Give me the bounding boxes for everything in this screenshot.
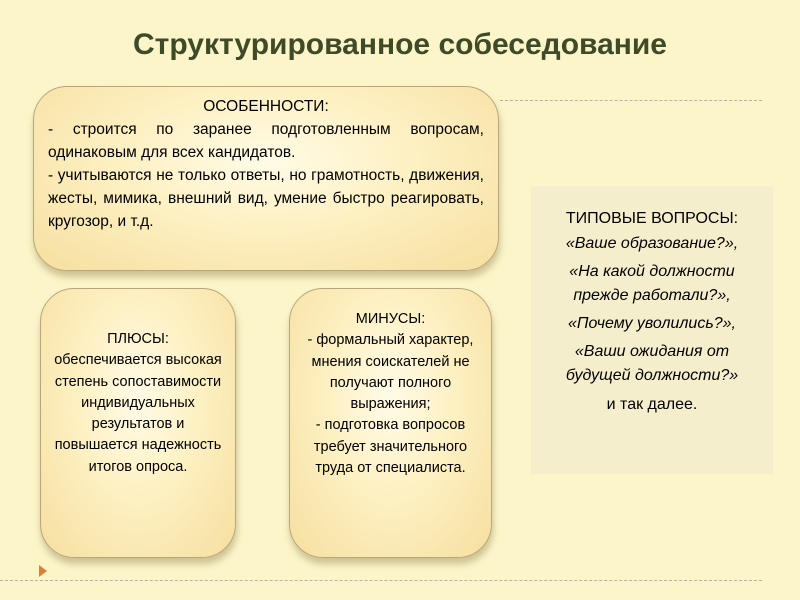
question-item: «Ваше образование?», — [565, 235, 739, 252]
cons-item-2: - подготовка вопросов требует значительного труда от специалиста. — [313, 417, 468, 477]
pros-heading: ПЛЮСЫ: — [107, 331, 169, 347]
question-text-2: На какой должности прежде работали? — [573, 263, 735, 304]
question-text-4: Ваши ожидания от будущей должности? — [565, 343, 730, 384]
typical-questions-panel — [531, 186, 773, 474]
cons-heading: МИНУСЫ: — [355, 311, 426, 327]
pros-box — [40, 288, 236, 558]
divider-bottom — [0, 580, 762, 581]
bullet-arrow-icon — [39, 565, 47, 577]
features-point-1: - строится по заранее подготовленным вопросам, одинаковым для всех кандидатов. — [48, 121, 484, 161]
question-text-3: Почему уволились? — [576, 315, 723, 332]
divider-top — [500, 100, 762, 101]
question-item: «Ваши ожидания от будущей должности?» — [565, 343, 739, 384]
typical-questions-heading: ТИПОВЫЕ ВОПРОСЫ: — [565, 210, 739, 227]
question-item: «На какой должности прежде работали?», — [569, 263, 735, 304]
question-item: «Почему уволились?», — [568, 315, 736, 332]
features-box — [33, 86, 499, 271]
cons-box — [289, 288, 492, 558]
question-text-1: Ваше образование? — [574, 235, 725, 252]
slide-title: Структурированное собеседование — [133, 28, 667, 61]
cons-item-1: - формальный характер, мнения соискателей не получают полного выражения; — [307, 332, 474, 413]
typical-questions-tail: и так далее. — [606, 396, 698, 413]
features-point-2: - учитываются не только ответы, но грамотность, движения, жесты, мимика, внешний вид, умение быстро реагировать, кругозор, и т.д. — [48, 167, 484, 230]
pros-text: обеспечивается высокая степень сопоставимости индивидуальных результатов и повышается надежность итогов опроса. — [54, 352, 222, 475]
features-heading: ОСОБЕННОСТИ: — [203, 98, 329, 115]
